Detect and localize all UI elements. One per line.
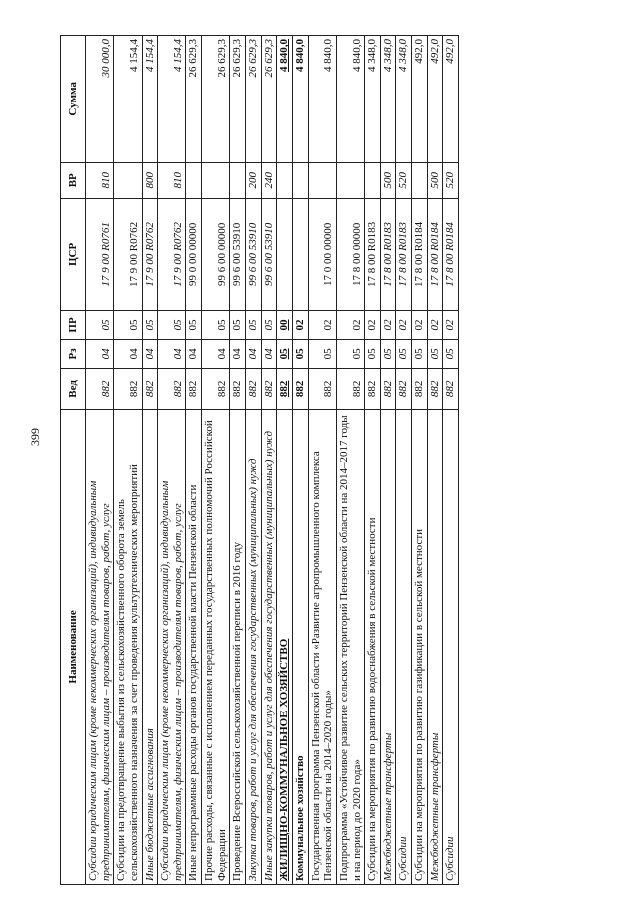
cell-vr: 500 (427, 162, 443, 198)
cell-pr: 05 (158, 310, 186, 339)
table-row (277, 36, 293, 885)
cell-sum: 4 840,0 (277, 36, 293, 163)
cell-sum: 4 154,4 (114, 36, 142, 163)
cell-sum: 26 629,3 (202, 36, 230, 163)
cell-vr (277, 162, 293, 198)
cell-csr: 99 6 00 00000 (202, 198, 230, 310)
cell-pr: 05 (86, 310, 114, 339)
cell-name: Субсидии на предотвращение выбытия из сельскохозяйственного оборота земель сельскохозяйственного назначения за счет проведения культуртехнических мероприятий (114, 409, 142, 884)
cell-ved: 882 (308, 368, 336, 409)
cell-ved: 882 (277, 368, 293, 409)
cell-name: Иные закупки товаров, работ и услуг для обеспечения государственных (муниципальных) нужд (261, 409, 277, 884)
cell-name: Межбюджетные трансферты (380, 409, 396, 884)
cell-vr (308, 162, 336, 198)
cell-rz: 05 (380, 339, 396, 368)
cell-ved: 882 (336, 368, 364, 409)
budget-table-page (60, 35, 560, 885)
table-row (158, 36, 186, 885)
cell-csr: 17 8 00 R0183 (396, 198, 412, 310)
header-pr: ПР (61, 310, 86, 339)
cell-ved: 882 (202, 368, 230, 409)
cell-ved: 882 (380, 368, 396, 409)
cell-csr: 17 8 00 R0183 (380, 198, 396, 310)
cell-name: Проведение Всероссийской сельскохозяйственной переписи в 2016 году (230, 409, 246, 884)
cell-name: Субсидии на мероприятия по развитию водоснабжения в сельской местности (365, 409, 381, 884)
cell-csr: 99 6 00 53910 (230, 198, 246, 310)
cell-pr: 02 (396, 310, 412, 339)
cell-csr: 17 8 00 00000 (336, 198, 364, 310)
cell-rz: 04 (114, 339, 142, 368)
table-row (308, 36, 336, 885)
cell-pr: 05 (142, 310, 158, 339)
cell-csr: 17 8 00 R0184 (443, 198, 459, 310)
table-body (86, 36, 459, 885)
cell-sum: 26 629,3 (230, 36, 246, 163)
cell-rz: 04 (186, 339, 202, 368)
cell-ved: 882 (365, 368, 381, 409)
table-row (365, 36, 381, 885)
cell-pr: 05 (202, 310, 230, 339)
cell-rz: 05 (443, 339, 459, 368)
cell-csr: 99 0 00 00000 (186, 198, 202, 310)
cell-rz: 04 (158, 339, 186, 368)
cell-ved: 882 (427, 368, 443, 409)
cell-ved: 882 (261, 368, 277, 409)
cell-vr: 810 (158, 162, 186, 198)
cell-sum: 4 840,0 (336, 36, 364, 163)
table-row (186, 36, 202, 885)
cell-name: Субсидии (443, 409, 459, 884)
table-row (427, 36, 443, 885)
cell-pr: 05 (186, 310, 202, 339)
cell-pr: 05 (114, 310, 142, 339)
cell-sum: 4 154,4 (158, 36, 186, 163)
header-rz: Рз (61, 339, 86, 368)
cell-name: Иные бюджетные ассигнования (142, 409, 158, 884)
cell-pr: 02 (365, 310, 381, 339)
cell-name: Подпрограмма «Устойчивое развитие сельских территорий Пензенской области на 2014–2017 годы и на период до 2020 года» (336, 409, 364, 884)
cell-vr (202, 162, 230, 198)
cell-pr: 02 (308, 310, 336, 339)
cell-rz: 04 (202, 339, 230, 368)
cell-vr: 200 (246, 162, 262, 198)
cell-csr: 17 9 00 R0762 (158, 198, 186, 310)
table-row (396, 36, 412, 885)
cell-rz: 04 (246, 339, 262, 368)
cell-rz: 04 (86, 339, 114, 368)
cell-ved: 882 (86, 368, 114, 409)
cell-vr (230, 162, 246, 198)
cell-rz: 05 (365, 339, 381, 368)
cell-vr (186, 162, 202, 198)
table-row (443, 36, 459, 885)
cell-sum: 492,0 (443, 36, 459, 163)
table-row (380, 36, 396, 885)
cell-rz: 05 (412, 339, 428, 368)
cell-rz: 05 (396, 339, 412, 368)
cell-csr (292, 198, 308, 310)
cell-pr: 05 (246, 310, 262, 339)
table-row (230, 36, 246, 885)
cell-rz: 05 (292, 339, 308, 368)
cell-name: Субсидии юридическим лицам (кроме некоммерческих организаций), индивидуальным предпринимателям, физическим лицам – производителям товаров, работ, услуг (86, 409, 114, 884)
cell-ved: 882 (230, 368, 246, 409)
cell-vr: 500 (380, 162, 396, 198)
cell-csr: 17 0 00 00000 (308, 198, 336, 310)
cell-name: Прочие расходы, связанные с исполнением переданных государственных полномочий Российской Федерации (202, 409, 230, 884)
table-header-row (61, 36, 86, 885)
cell-ved: 882 (412, 368, 428, 409)
cell-csr: 17 8 00 R0184 (427, 198, 443, 310)
table-row (114, 36, 142, 885)
table-row (202, 36, 230, 885)
cell-name: Субсидии юридическим лицам (кроме некоммерческих организаций), индивидуальным предпринимателям, физическим лицам – производителям товаров, работ, услуг (158, 409, 186, 884)
table-row (261, 36, 277, 885)
header-csr: ЦСР (61, 198, 86, 310)
cell-rz: 05 (427, 339, 443, 368)
cell-sum: 30 000,0 (86, 36, 114, 163)
cell-vr: 800 (142, 162, 158, 198)
cell-ved: 882 (142, 368, 158, 409)
cell-pr: 02 (380, 310, 396, 339)
cell-sum: 26 629,3 (261, 36, 277, 163)
cell-ved: 882 (114, 368, 142, 409)
cell-sum: 26 629,3 (186, 36, 202, 163)
cell-csr: 17 9 00 R0761 (86, 198, 114, 310)
cell-ved: 882 (396, 368, 412, 409)
header-name: Наименование (61, 409, 86, 884)
cell-vr (114, 162, 142, 198)
cell-rz: 04 (230, 339, 246, 368)
cell-pr: 02 (412, 310, 428, 339)
header-ved: Вед (61, 368, 86, 409)
page-number: 399 (28, 428, 42, 446)
cell-ved: 882 (443, 368, 459, 409)
cell-vr (336, 162, 364, 198)
cell-csr: 99 6 00 53910 (261, 198, 277, 310)
cell-csr: 17 8 00 R0183 (365, 198, 381, 310)
cell-sum: 4 348,0 (365, 36, 381, 163)
cell-ved: 882 (186, 368, 202, 409)
cell-sum: 4 154,4 (142, 36, 158, 163)
cell-sum: 4 348,0 (396, 36, 412, 163)
cell-csr: 17 9 00 R0762 (142, 198, 158, 310)
cell-sum: 26 629,3 (246, 36, 262, 163)
cell-vr (412, 162, 428, 198)
cell-vr: 520 (443, 162, 459, 198)
cell-vr: 810 (86, 162, 114, 198)
cell-name: Закупка товаров, работ и услуг для обеспечения государственных (муниципальных) нужд (246, 409, 262, 884)
cell-csr: 17 8 00 R0184 (412, 198, 428, 310)
header-sum: Сумма (61, 36, 86, 163)
cell-rz: 05 (277, 339, 293, 368)
table-row (142, 36, 158, 885)
cell-vr: 520 (396, 162, 412, 198)
table-row (292, 36, 308, 885)
cell-pr: 02 (292, 310, 308, 339)
cell-name: Субсидии (396, 409, 412, 884)
cell-pr: 02 (336, 310, 364, 339)
cell-name: Коммунальное хозяйство (292, 409, 308, 884)
cell-vr (292, 162, 308, 198)
cell-vr (365, 162, 381, 198)
cell-csr (277, 198, 293, 310)
cell-csr: 99 6 00 53910 (246, 198, 262, 310)
cell-rz: 04 (261, 339, 277, 368)
cell-name: ЖИЛИЩНО-КОММУНАЛЬНОЕ ХОЗЯЙСТВО (277, 409, 293, 884)
cell-name: Межбюджетные трансферты (427, 409, 443, 884)
cell-pr: 05 (230, 310, 246, 339)
cell-rz: 05 (308, 339, 336, 368)
cell-ved: 882 (292, 368, 308, 409)
cell-sum: 492,0 (427, 36, 443, 163)
cell-ved: 882 (158, 368, 186, 409)
cell-pr: 05 (261, 310, 277, 339)
table-row (246, 36, 262, 885)
cell-sum: 492,0 (412, 36, 428, 163)
cell-sum: 4 348,0 (380, 36, 396, 163)
cell-csr: 17 9 00 R0762 (114, 198, 142, 310)
cell-rz: 04 (142, 339, 158, 368)
table-row (412, 36, 428, 885)
budget-table (60, 35, 459, 885)
cell-name: Субсидии на мероприятия по развитию газификации в сельской местности (412, 409, 428, 884)
cell-vr: 240 (261, 162, 277, 198)
cell-pr: 02 (427, 310, 443, 339)
cell-sum: 4 840,0 (292, 36, 308, 163)
cell-sum: 4 840,0 (308, 36, 336, 163)
cell-ved: 882 (246, 368, 262, 409)
header-vr: ВР (61, 162, 86, 198)
cell-name: Государственная программа Пензенской области «Развитие агропромышленного комплекса Пензенской области на 2014–2020 годы» (308, 409, 336, 884)
cell-pr: 00 (277, 310, 293, 339)
cell-rz: 05 (336, 339, 364, 368)
table-row (336, 36, 364, 885)
cell-pr: 02 (443, 310, 459, 339)
cell-name: Иные непрограммные расходы органов государственной власти Пензенской области (186, 409, 202, 884)
table-row (86, 36, 114, 885)
